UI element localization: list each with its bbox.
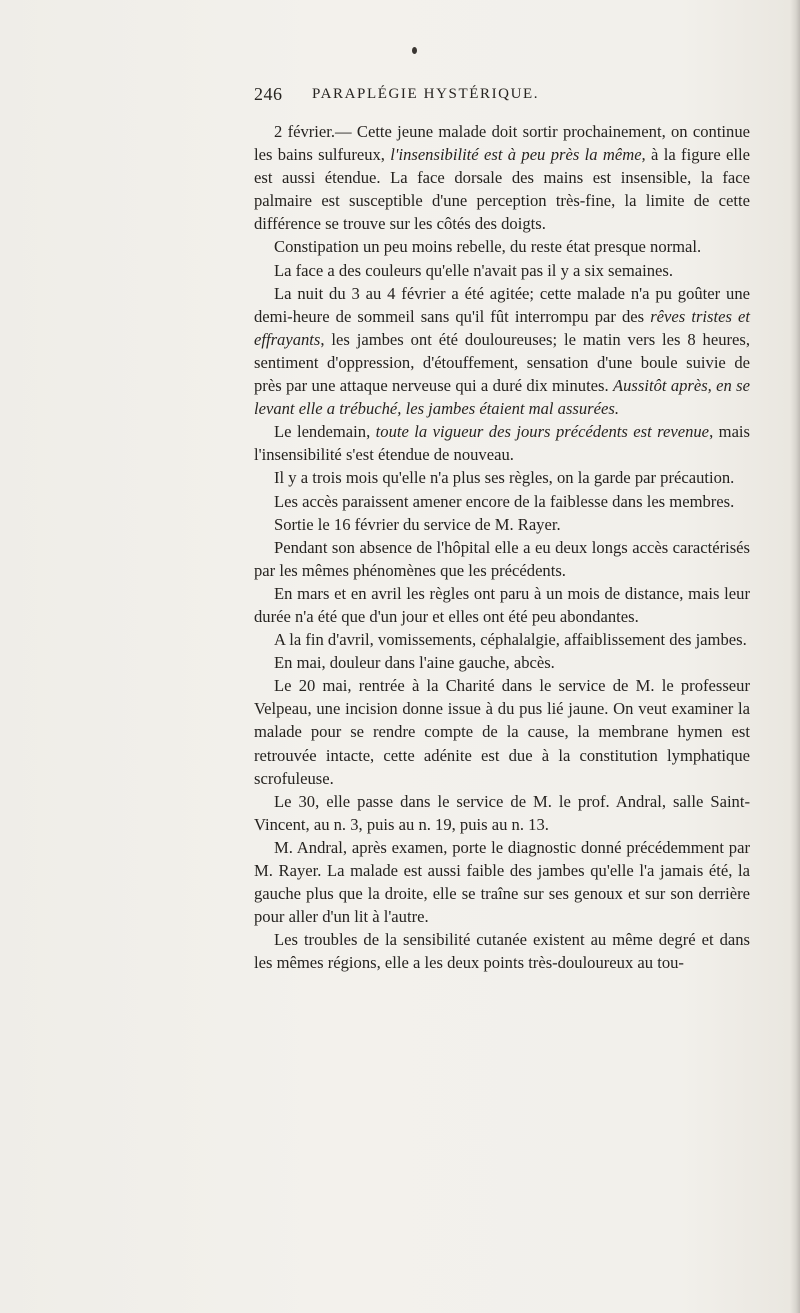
text-segment: Constipation un peu moins rebelle, du reste état presque normal. [274,237,702,257]
paragraph [254,536,750,582]
paragraph [254,513,750,536]
paragraph [254,836,750,928]
text-segment: Les troubles de la sensibilité cutanée existent au même degré et dans les mêmes régions, elle a les deux points très-douloureux au tou- [254,930,750,973]
text-segment: M. Andral, après examen, porte le diagnostic donné précédemment par M. Rayer. La malade est aussi faible des jambes qu'elle l'a jamais été, la gauche plus que la droite, elle se traîne sur ses genoux et sur son derrière pour aller d'un lit à l'autre. [254,837,750,927]
paragraph [254,651,750,674]
text-segment: En mars et en avril les règles ont paru à un mois de distance, mais leur durée n'a été que d'un jour et elles ont été peu abondantes. [254,583,750,626]
body-text [254,120,750,974]
text-segment: , mais l'insensibilité s'est étendue de nouveau. [254,422,751,465]
text-segment: Pendant son absence de l'hôpital elle a eu deux longs accès caractérisés par les mêmes phénomènes que les précédents. [254,537,750,580]
paragraph [254,674,750,789]
text-segment: La nuit du 3 au 4 février a été agitée; cette malade n'a pu goûter une demi-heure de sommeil sans qu'il fût interrompu par des [254,283,750,326]
text-segment: Sortie le 16 février du service de M. Rayer. [274,514,561,534]
text-segment: à la figure elle est aussi étendue. La face dorsale des mains est insensible, la face palmaire est susceptible d'une perception très-fine, la limite de cette différence se trouve sur les côtés des doigts. [254,145,750,234]
text-segment: Il y a trois mois qu'elle n'a plus ses règles, on la garde par précaution. [274,468,735,488]
text-segment: Le 20 mai, rentrée à la Charité dans le service de M. le professeur Velpeau, une incision donne issue à du pus lié jaune. On veut examiner la malade pour se rendre compte de la cause, la membrane hymen est retrouvée intacte, cette adénite est due à la constitution lymphatique scrofuleuse. [254,676,750,788]
text-segment: Les accès paraissent amener encore de la faiblesse dans les membres. [274,491,735,511]
page-header [254,84,754,114]
paragraph [254,582,750,628]
paragraph [254,259,750,282]
text-segment: Le lendemain, [274,422,376,442]
paragraph [254,490,750,513]
paragraph [254,282,750,421]
running-title: PARAPLÉGIE HYSTÉRIQUE. [312,86,540,102]
ink-speck [412,47,417,54]
paragraph [254,420,750,466]
page-number: 246 [254,84,283,104]
text-segment: A la fin d'avril, vomissements, céphalalgie, affaiblissement des jambes. [274,630,747,650]
paragraph [254,928,750,974]
paragraph [254,466,750,489]
italic-text-segment: l'insensibilité est à peu près la même, [390,145,646,165]
italic-text-segment: rêves tristes et effrayants [254,306,750,349]
text-segment: En mai, douleur dans l'aine gauche, abcès. [274,653,555,673]
paragraph [254,235,750,258]
paragraph [254,790,750,836]
text-segment: , les jambes ont été douloureuses; le matin vers les 8 heures, sentiment d'oppression, d'étouffement, sensation d'une boule suivie de près par une attaque nerveuse qui a duré dix minutes. [254,329,750,396]
page-edge-shadow [790,0,800,1313]
text-segment: La face a des couleurs qu'elle n'avait pas il y a six semaines. [274,260,674,280]
paragraph [254,120,750,235]
italic-text-segment: Aussitôt après, en se levant elle a trébuché, les jambes étaient mal assurées. [254,376,750,419]
text-segment: 2 février.— Cette jeune malade doit sortir prochainement, on continue les bains sulfureux, [254,122,750,165]
text-segment: Le 30, elle passe dans le service de M. le prof. Andral, salle Saint-Vincent, au n. 3, puis au n. 19, puis au n. 13. [254,791,750,834]
paragraph [254,628,750,651]
italic-text-segment: toute la vigueur des jours précédents est revenue [375,422,710,442]
